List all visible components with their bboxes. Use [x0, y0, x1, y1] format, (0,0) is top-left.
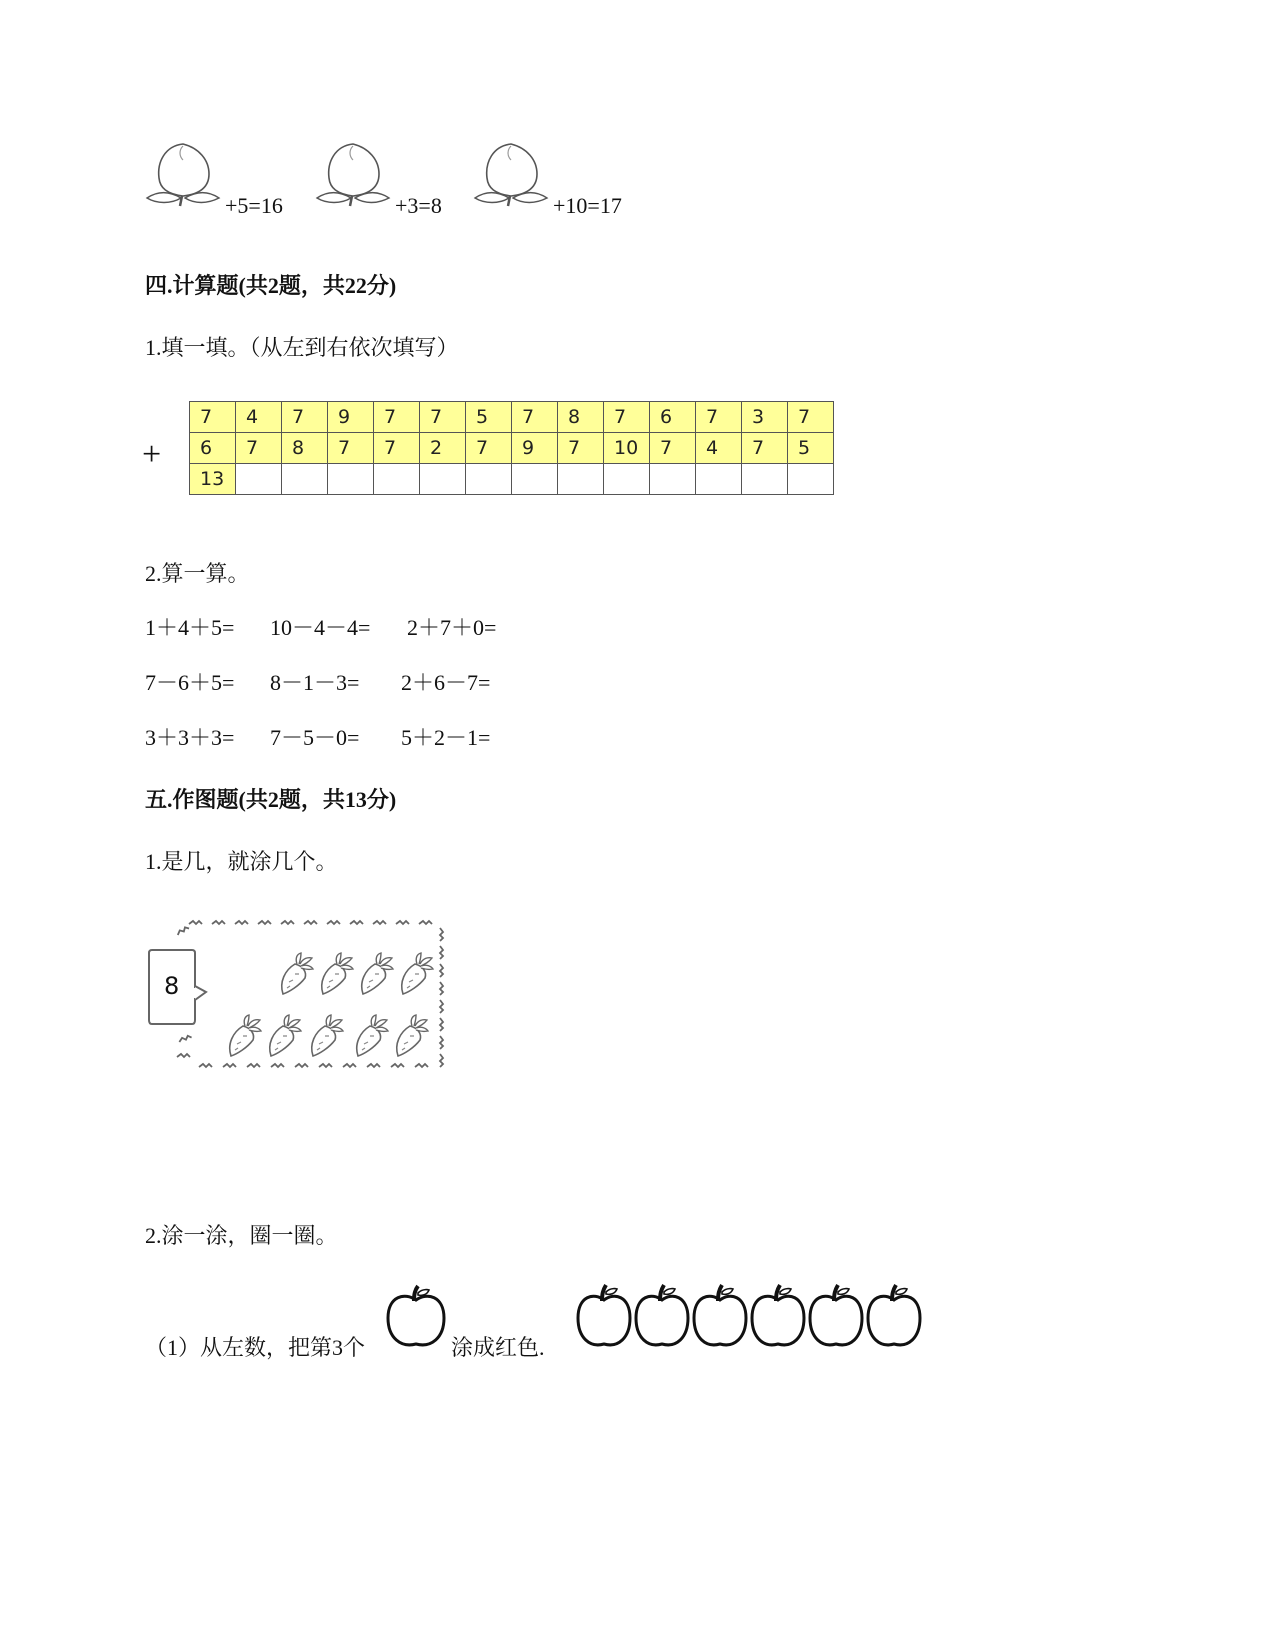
apple-icon[interactable] [749, 1280, 807, 1352]
addend-cell: 4 [696, 433, 742, 464]
answer-cell[interactable] [788, 464, 834, 495]
carrot-icon[interactable] [350, 1014, 390, 1065]
carrot-icon[interactable] [305, 1014, 345, 1065]
equation-text: +10=17 [553, 193, 622, 218]
answer-cell[interactable] [512, 464, 558, 495]
answer-cell[interactable] [420, 464, 466, 495]
addend-cell: 7 [696, 402, 742, 433]
carrot-picture [145, 912, 450, 1077]
addend-cell: 3 [742, 402, 788, 433]
section-5-heading: 五.作图题(共2题，共13分) [145, 787, 397, 812]
answer-cell[interactable] [328, 464, 374, 495]
addend-cell: 7 [788, 402, 834, 433]
addend-cell: 8 [558, 402, 604, 433]
question-5-2-prompt: 2.涂一涂，圈一圈。 [145, 1223, 338, 1248]
equation-text: +5=16 [225, 193, 283, 218]
peach-icon [145, 140, 225, 210]
addend-cell: 7 [420, 402, 466, 433]
answer-cell[interactable] [604, 464, 650, 495]
carrot-icon[interactable] [390, 1014, 430, 1065]
apple-icon[interactable] [691, 1280, 749, 1352]
addend-row-1 [190, 402, 834, 433]
sum-row [190, 464, 834, 495]
peach-icon [473, 140, 553, 210]
addend-cell: 7 [282, 402, 328, 433]
answer-cell[interactable] [374, 464, 420, 495]
addend-cell: 7 [512, 402, 558, 433]
sum-cell: 13 [190, 464, 236, 495]
carrot-icon[interactable] [355, 952, 395, 1003]
card-number: 8 [164, 972, 180, 1000]
calc-expression: 7－6＋5= [145, 670, 235, 695]
addend-cell: 7 [742, 433, 788, 464]
equation-text: +3=8 [395, 193, 442, 218]
addend-cell: 7 [328, 433, 374, 464]
carrot-icon[interactable] [263, 1014, 303, 1065]
apple-icon[interactable] [633, 1280, 691, 1352]
question-4-1-prompt: 1.填一填。（从左到右依次填写） [145, 335, 459, 360]
addend-cell: 5 [788, 433, 834, 464]
apple-icon[interactable] [865, 1280, 923, 1352]
question-4-2-prompt: 2.算一算。 [145, 561, 250, 586]
answer-cell[interactable] [282, 464, 328, 495]
answer-cell[interactable] [742, 464, 788, 495]
calc-expression: 3＋3＋3= [145, 725, 235, 750]
answer-cell[interactable] [696, 464, 742, 495]
carrot-group [145, 912, 450, 1077]
calc-expression: 2＋6－7= [401, 670, 491, 695]
carrot-icon[interactable] [315, 952, 355, 1003]
calc-expression: 7－5－0= [270, 725, 360, 750]
addend-cell: 7 [236, 433, 282, 464]
addend-cell: 4 [236, 402, 282, 433]
peach-icon [315, 140, 395, 210]
addend-cell: 6 [650, 402, 696, 433]
addend-cell: 7 [466, 433, 512, 464]
answer-cell[interactable] [650, 464, 696, 495]
section-4-heading: 四.计算题(共2题，共22分) [145, 273, 397, 298]
apple-icon[interactable] [383, 1284, 449, 1352]
calc-expression: 2＋7＋0= [407, 615, 497, 640]
calc-expression: 1＋4＋5= [145, 615, 235, 640]
apple-icon[interactable] [807, 1280, 865, 1352]
carrot-icon[interactable] [395, 952, 435, 1003]
answer-cell[interactable] [466, 464, 512, 495]
carrot-icon[interactable] [275, 952, 315, 1003]
instruction-text-after: 涂成红色. [451, 1335, 545, 1360]
addend-cell: 9 [512, 433, 558, 464]
carrot-icon[interactable] [223, 1014, 263, 1065]
addend-cell: 7 [374, 402, 420, 433]
addend-cell: 7 [650, 433, 696, 464]
answer-cell[interactable] [558, 464, 604, 495]
addend-row-2 [190, 433, 834, 464]
apple-row [575, 1280, 935, 1352]
addend-cell: 5 [466, 402, 512, 433]
addend-cell: 6 [190, 433, 236, 464]
calc-expression: 5＋2－1= [401, 725, 491, 750]
addition-table [189, 401, 834, 495]
question-5-1-prompt: 1.是几，就涂几个。 [145, 849, 338, 874]
addend-cell: 7 [604, 402, 650, 433]
addend-cell: 9 [328, 402, 374, 433]
answer-cell[interactable] [236, 464, 282, 495]
addend-cell: 7 [190, 402, 236, 433]
plus-operator: + [142, 436, 162, 473]
apple-icon[interactable] [575, 1280, 633, 1352]
calc-expression: 8－1－3= [270, 670, 360, 695]
addend-cell: 10 [604, 433, 650, 464]
addend-cell: 8 [282, 433, 328, 464]
addend-cell: 2 [420, 433, 466, 464]
instruction-text-before: （1）从左数，把第3个 [145, 1335, 366, 1360]
addend-cell: 7 [374, 433, 420, 464]
addend-cell: 7 [558, 433, 604, 464]
calc-expression: 10－4－4= [270, 615, 371, 640]
